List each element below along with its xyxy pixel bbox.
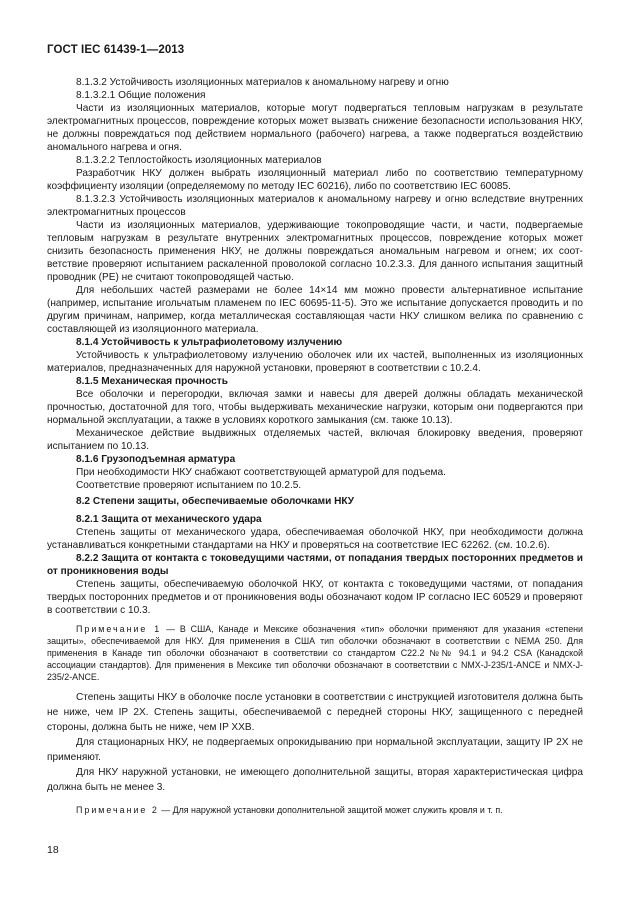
document-body [47,76,583,823]
section-8-1-3-2-1-heading: 8.1.3.2.1 Общие положения [76,90,206,101]
section-8-2-heading: 8.2 Степени защиты, обеспечиваемые оболочками НКУ [76,496,355,507]
section-8-1-3-2-2-heading: 8.1.3.2.2 Теплостойкость изоляционных материалов [76,155,322,166]
section-8-2-2-heading: 8.2.2 Защита от контакта с токоведущими частями, от попадания твердых посторонних предметов и от проникновения воды [47,553,583,577]
section-8-1-4-heading: 8.1.4 Устойчивость к ультрафиолетовому излучению [76,337,343,348]
paragraph: Для стационарных НКУ, не подвергаемых опрокидыванию при нормальной эксплуатации, защиту IP 2X не применяют. [47,737,583,763]
page-number: 18 [47,844,59,856]
paragraph: Соответствие проверяют испытанием по 10.2.5. [76,480,302,491]
paragraph: Части из изоляционных материалов, которые могут подвергаться тепловым нагрузкам в результате электромагнитных процессов, повреждение которых может вызвать снижение безопасности использования НКУ, не должны повреждаться под действием нормального (рабочего) нагрева, а также подвергаться воздействию аномального нагрева и огня. [47,103,583,153]
paragraph: Степень защиты, обеспечиваемую оболочкой НКУ, от контакта с токоведущими частями, от попадания твердых посторонних предметов и от проникновения воды обозначают кодом IP согласно IEC 60529 и проверяют в соответствии с 10.3. [47,579,583,616]
section-8-2-1-heading: 8.2.1 Защита от механического удара [76,514,262,525]
note-2 [47,804,583,816]
paragraph: Для небольших частей размерами не более 14×14 мм можно провести альтернативное испытание (например, испытание игольчатым пламенем по IEC 60695-11-5). Это же испытание допускается проводить и по другим причинам, например, когда металлическая составляющая части НКУ слишком велика по сравнению с составляющей из изоляционного материала. [47,285,583,335]
paragraph: Механическое действие выдвижных отделяемых частей, включая блокировку введения, проверяют испытанием по 10.13. [47,428,583,452]
paragraph: Для НКУ наружной установки, не имеющего дополнительной защиты, вторая характеристическая цифра должна быть не менее 3. [47,767,583,793]
note-1 [47,623,583,683]
note-1-label: Примечание 1 [76,624,162,634]
section-8-1-6-heading: 8.1.6 Грузоподъемная арматура [76,454,236,465]
section-8-1-3-2-3-heading: 8.1.3.2.3 Устойчивость изоляционных материалов к аномальному нагреву и огню вследствие внутренних электромагнитных процессов [47,194,583,218]
note-2-label: Примечание 2 [76,805,159,815]
paragraph: Устойчивость к ультрафиолетовому излучению оболочек или их частей, выполненных из изоляционных материалов, предназначенных для наружной установки, проверяют в соответствии с 10.2.4. [47,350,583,374]
paragraph: Разработчик НКУ должен выбрать изоляционный материал либо по соответствию температурному коэффициенту изоляции (определяемому по методу IEC 60216), либо по соответствию IEC 60085. [47,168,583,192]
section-8-1-3-2-heading: 8.1.3.2 Устойчивость изоляционных материалов к аномальному нагреву и огню [76,77,449,88]
paragraph: При необходимости НКУ снабжают соответствующей арматурой для подъема. [76,467,446,478]
paragraph: Части из изоляционных материалов, удерживающие токопроводящие части, и части, подвергаемые тепловым нагрузкам в результате внутренних электромагнитных процессов, повреждение которых может снизить безопасность применения НКУ, не должны повреждаться аномальным нагревом и огнем; их соответствие проверяют испытанием раскаленной проволокой согласно 10.2.3.3. Для данного испытания защитный проводник (PE) не считают токопроводящей частью. [47,220,583,283]
note-1-text: — В США, Канаде и Мексике обозначения «тип» оболочки применяют для указания «степени защиты», обеспечиваемой для НКУ. Для применения в США тип оболочки обозначают в соответствии с NEMA 250. Для применения в Канаде тип оболочки обозначают в соответствии со стандартом C22.2 №№ 94.1 и 94.2 CSA (Канадской ассоциации стандартов). Для применения в Мексике тип оболочки обозначают в соответствии с NMX-J-235/1-ANCE и NMX-J-235/2-ANCE. [47,624,583,682]
note-2-text: — Для наружной установки дополнительной защитой может служить кровля и т. п. [158,805,503,815]
paragraph: Степень защиты от механического удара, обеспечиваемая оболочкой НКУ, при необходимости должна устанавливаться конкретными стандартами на НКУ и проверяться на соответствие IEC 62262. (см. 10.2.6). [47,527,583,551]
paragraph: Все оболочки и перегородки, включая замки и навесы для дверей должны обладать механической прочностью, достаточной для того, чтобы выдерживать механические нагрузки, которым они подвергаются при нормальной эксплуатации, а также в условиях короткого замыкания (см. также 10.13). [47,389,583,426]
section-8-1-5-heading: 8.1.5 Механическая прочность [76,376,228,387]
paragraph: Степень защиты НКУ в оболочке после установки в соответствии с инструкцией изготовителя должна быть не ниже, чем IP 2X. Степень защиты, обеспечиваемой с передней стороны НКУ, защищенного с передней стороны, должна быть не ниже, чем IP XXB. [47,692,583,733]
document-header: ГОСТ IEC 61439-1—2013 [47,44,185,56]
